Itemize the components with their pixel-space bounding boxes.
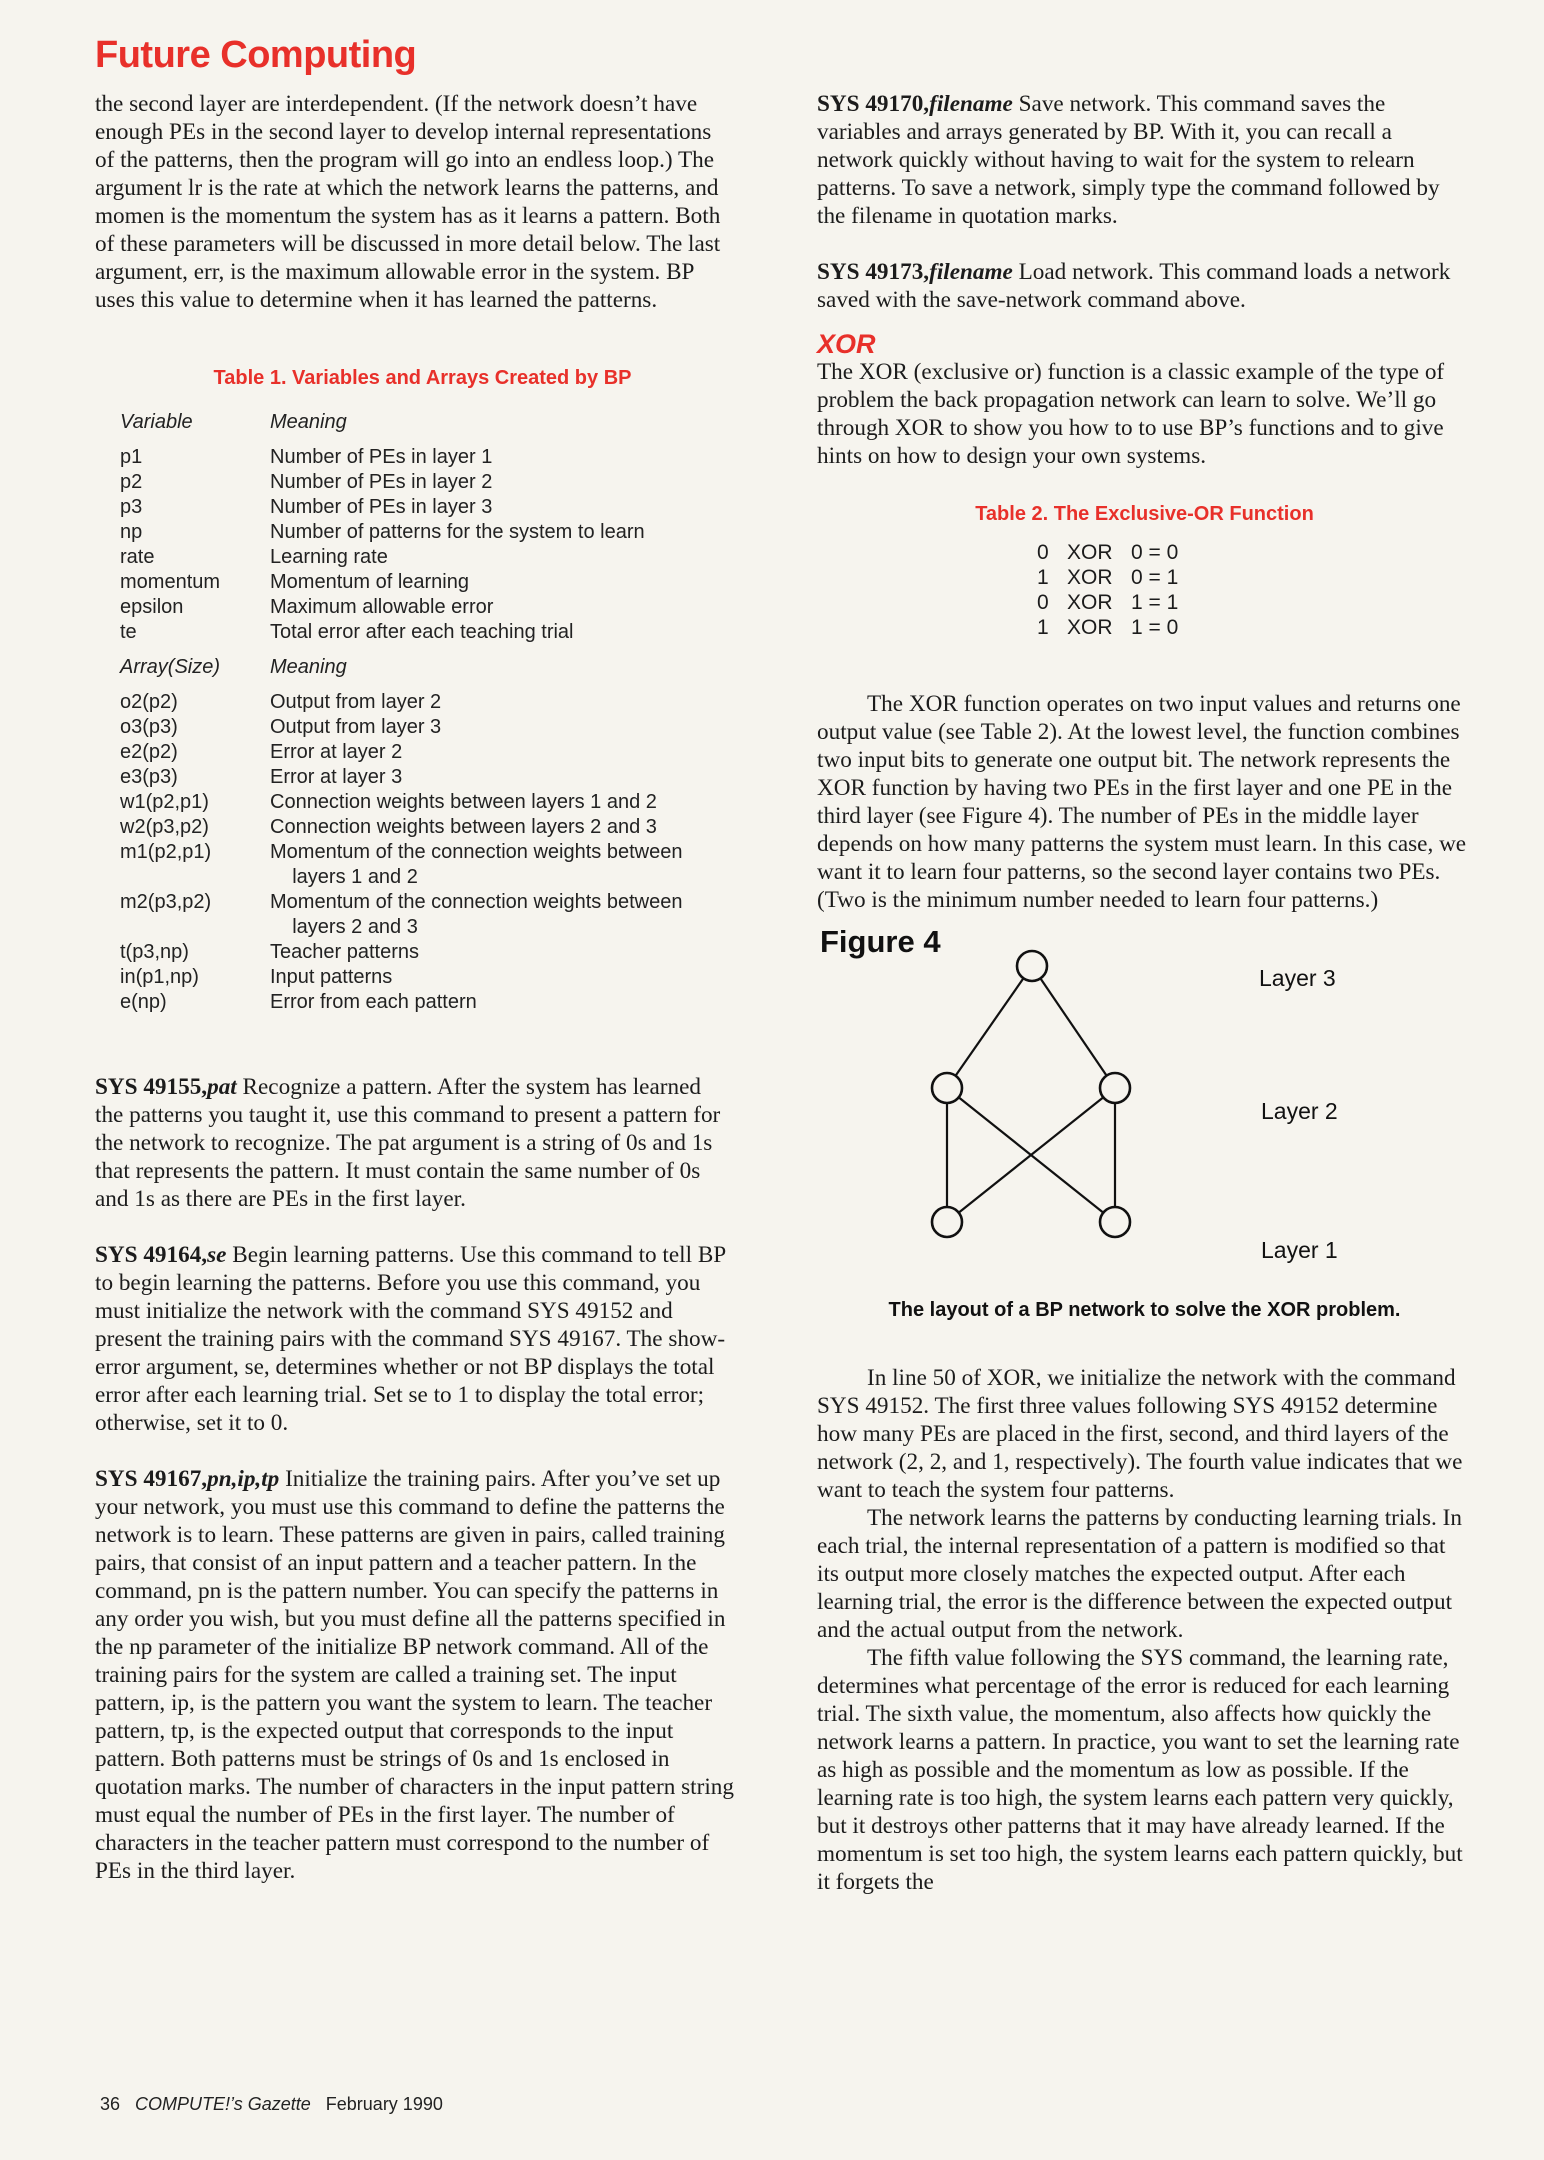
table-cell-meaning: Teacher patterns [270, 941, 419, 963]
node-layer1-b [1100, 1207, 1130, 1237]
table-cell-name: t(p3,np) [120, 941, 189, 963]
table-cell-meaning: Maximum allowable error [270, 596, 494, 618]
edge-l3-l2a [947, 966, 1032, 1088]
variable-row [120, 620, 725, 645]
table-cell-name: p2 [120, 471, 143, 493]
array-row [120, 940, 725, 965]
table-1-body [120, 410, 725, 1015]
header-array: Array(Size) [120, 656, 221, 678]
table-cell-meaning: Connection weights between layers 2 and 3 [270, 816, 657, 838]
xor-heading: XOR [817, 329, 876, 359]
xor-cell: 0 = 0 [1131, 541, 1179, 564]
table-cell-meaning: layers 1 and 2 [270, 866, 418, 888]
table-cell-meaning: Momentum of the connection weights between [270, 841, 683, 863]
array-row [120, 715, 725, 740]
figure-title: Figure 4 [820, 924, 941, 959]
layer-3-label: Layer 3 [1259, 965, 1336, 991]
node-layer2-a [932, 1073, 962, 1103]
sys-49167-paragraph [95, 1465, 735, 1885]
xor-cell: 0 = 1 [1131, 566, 1179, 589]
figure-4 [817, 924, 1472, 1288]
table-cell-meaning: Connection weights between layers 1 and 2 [270, 791, 657, 813]
xor-row [1037, 615, 1472, 640]
command-arg: pn,ip,tp [207, 1466, 280, 1492]
command-arg: pat [207, 1074, 237, 1100]
xor-intro-paragraph: The XOR (exclusive or) function is a classic example of the type of problem the back propagation network can learn to solve. We’ll go through XOR to show you how to to use BP’s functions and to give hints on how to design your own systems. [817, 359, 1445, 469]
section-header: Future Computing [95, 34, 417, 76]
command-name: SYS 49170, [817, 91, 930, 117]
table-cell-name: in(p1,np) [120, 966, 199, 988]
page-number: 36 [100, 2094, 121, 2114]
table-cell-meaning: Number of PEs in layer 2 [270, 471, 493, 493]
table-cell-name: epsilon [120, 596, 184, 618]
xor-cell: XOR [1067, 616, 1113, 639]
xor-row [1037, 565, 1472, 590]
table-cell-meaning: Number of PEs in layer 1 [270, 446, 493, 468]
xor-truth-table [817, 540, 1472, 640]
table-2 [817, 500, 1472, 640]
array-row [120, 690, 725, 715]
table-cell-name: momentum [120, 571, 221, 593]
node-layer1-a [932, 1207, 962, 1237]
command-arg: filename [929, 259, 1013, 285]
table-cell-name: m2(p3,p2) [120, 891, 212, 913]
array-row [120, 740, 725, 765]
command-name: SYS 49167, [95, 1466, 208, 1492]
array-row [120, 840, 725, 865]
table-cell-name: e3(p3) [120, 766, 178, 788]
command-desc: Initialize the training pairs. After you’ve set up your network, you must use this command to define the patterns the network is to learn. These patterns are given in pairs, called training pairs, that consist of an input pattern and a teacher pattern. In the command, pn is the pattern number. You can specify the patterns in any order you wish, but you must define all the patterns specified in the np parameter of the initialize BP network command. All of the training pairs for the system are called a training set. The input pattern, ip, is the pattern you want the system to learn. The teacher pattern, tp, is the expected output that corresponds to the input pattern. Both patterns must be strings of 0s and 1s enclosed in quotation marks. The number of characters in the input pattern string must equal the number of PEs in the first layer. The number of characters in the teacher pattern must correspond to the number of PEs in the third layer. [95, 1466, 734, 1884]
line-50-paragraph: In line 50 of XOR, we initialize the network with the command SYS 49152. The first three values following SYS 49152 determine how many PEs are placed in the first, second, and third layers of the network (2, 2, and 1, respectively). The fourth value indicates that we want to teach the system four patterns. [817, 1365, 1463, 1503]
issue-date: February 1990 [325, 2094, 443, 2114]
table-cell-meaning: Number of patterns for the system to learn [270, 521, 645, 543]
variable-row [120, 545, 725, 570]
sys-49155-paragraph [95, 1073, 735, 1213]
table-2-title: Table 2. The Exclusive-OR Function [975, 503, 1314, 525]
table-cell-name [120, 915, 270, 940]
table-cell-meaning: Total error after each teaching trial [270, 621, 574, 643]
sys-49170-paragraph [817, 90, 1472, 230]
sys-49164-paragraph [95, 1241, 735, 1437]
table-cell-meaning: Output from layer 3 [270, 716, 442, 738]
variable-row [120, 570, 725, 595]
xor-cell: XOR [1067, 566, 1113, 589]
array-row [120, 815, 725, 840]
node-layer3 [1017, 951, 1047, 981]
layer-1-label: Layer 1 [1261, 1237, 1338, 1263]
sys-49173-paragraph [817, 258, 1472, 314]
header-meaning-2: Meaning [270, 656, 347, 678]
array-row [120, 790, 725, 815]
page-footer [100, 2094, 443, 2115]
table-cell-name: m1(p2,p1) [120, 841, 212, 863]
magazine-name: COMPUTE!’s Gazette [135, 2094, 311, 2114]
xor-cell: 0 [1037, 591, 1049, 614]
variable-row [120, 520, 725, 545]
layer-2-label: Layer 2 [1261, 1098, 1338, 1124]
table-cell-meaning: Error at layer 2 [270, 741, 403, 763]
table-cell-name: p3 [120, 496, 143, 518]
header-variable: Variable [120, 411, 193, 433]
table-cell-name: np [120, 521, 143, 543]
xor-cell: 0 [1037, 541, 1049, 564]
xor-function-paragraph: The XOR function operates on two input values and returns one output value (see Table 2). At the lowest level, the function combines two input bits to generate one output bit. The network represents the XOR function by having two PEs in the first layer and one PE in the third layer (see Figure 4). The number of PEs in the middle layer depends on how many patterns the system must learn. In this case, we want it to learn four patterns, so the second layer contains two PEs. (Two is the minimum number needed to learn four patterns.) [817, 691, 1467, 913]
command-name: SYS 49155, [95, 1074, 208, 1100]
table-1-title: Table 1. Variables and Arrays Created by BP [213, 367, 632, 389]
xor-cell: 1 = 0 [1131, 616, 1179, 639]
table-cell-meaning: Momentum of learning [270, 571, 469, 593]
table-cell-meaning: Error from each pattern [270, 991, 477, 1013]
table-cell-meaning: Output from layer 2 [270, 691, 442, 713]
command-name: SYS 49164, [95, 1242, 208, 1268]
command-desc: Save network. This command saves the variables and arrays generated by BP. With it, you can recall a network quickly without having to wait for the system to relearn patterns. To save a network, simply type the command followed by the filename in quotation marks. [817, 91, 1440, 229]
table-1-array-header [120, 655, 725, 680]
xor-cell: 1 = 1 [1131, 591, 1179, 614]
table-cell-name: w1(p2,p1) [120, 791, 209, 813]
figure-caption: The layout of a BP network to solve the XOR problem. [888, 1299, 1401, 1321]
table-cell-meaning: Input patterns [270, 966, 393, 988]
xor-row [1037, 540, 1472, 565]
variable-row [120, 595, 725, 620]
header-meaning: Meaning [270, 411, 347, 433]
command-desc: Begin learning patterns. Use this command to tell BP to begin learning the patterns. Before you use this command, you must initialize the network with the command SYS 49152 and present the training pairs with the command SYS 49167. The show-error argument, se, determines whether or not BP displays the total error after each learning trial. Set se to 1 to display the total error; otherwise, set it to 0. [95, 1242, 726, 1436]
table-cell-meaning: Error at layer 3 [270, 766, 403, 788]
table-cell-name: o3(p3) [120, 716, 178, 738]
command-arg: filename [929, 91, 1013, 117]
array-rows [120, 690, 725, 1015]
table-1 [95, 364, 735, 1015]
array-row [120, 990, 725, 1015]
array-row [120, 865, 725, 890]
command-desc: Load network. This command loads a network saved with the save-network command above. [817, 259, 1451, 313]
array-row [120, 965, 725, 990]
array-row [120, 915, 725, 940]
variable-row [120, 470, 725, 495]
table-cell-name: p1 [120, 446, 143, 468]
table-cell-name: te [120, 621, 137, 643]
learning-trials-paragraph: The network learns the patterns by conducting learning trials. In each trial, the internal representation of a pattern is modified so that its output more closely matches the expected output. After each learning trial, the error is the difference between the expected output and the actual output from the network. [817, 1505, 1462, 1643]
command-arg: se [207, 1242, 227, 1268]
variable-row [120, 445, 725, 470]
table-cell-name: e(np) [120, 991, 167, 1013]
table-cell-meaning: Momentum of the connection weights between [270, 891, 683, 913]
node-layer2-b [1100, 1073, 1130, 1103]
xor-cell: 1 [1037, 566, 1049, 589]
array-row [120, 890, 725, 915]
variable-rows [120, 445, 725, 645]
table-cell-name [120, 865, 270, 890]
table-1-variable-header [120, 410, 725, 435]
command-name: SYS 49173, [817, 259, 930, 285]
table-cell-meaning: Number of PEs in layer 3 [270, 496, 493, 518]
table-cell-meaning: layers 2 and 3 [270, 916, 418, 938]
table-cell-name: e2(p2) [120, 741, 178, 763]
fifth-value-paragraph: The fifth value following the SYS command, the learning rate, determines what percentage of the error is reduced for each learning trial. The sixth value, the momentum, also affects how quickly the network learns a pattern. In practice, you want to set the learning rate as high as possible and the momentum as low as possible. If the learning rate is too high, the system learns each pattern very quickly, but it destroys other patterns that it may have already learned. If the momentum is set too high, the system learns each pattern quickly, but it forgets the [817, 1645, 1463, 1895]
table-cell-meaning: Learning rate [270, 546, 388, 568]
left-column [95, 90, 735, 1885]
xor-cell: XOR [1067, 541, 1113, 564]
edge-l3-l2b [1032, 966, 1115, 1088]
network-diagram [817, 924, 1472, 1258]
table-cell-name: w2(p3,p2) [120, 816, 209, 838]
array-row [120, 765, 725, 790]
xor-cell: 1 [1037, 616, 1049, 639]
variable-row [120, 495, 725, 520]
table-cell-name: o2(p2) [120, 691, 178, 713]
right-column [817, 90, 1472, 1896]
command-desc: Recognize a pattern. After the system has learned the patterns you taught it, use this command to present a pattern for the network to recognize. The pat argument is a string of 0s and 1s that represents the pattern. It must contain the same number of 0s and 1s as there are PEs in the first layer. [95, 1074, 721, 1212]
table-cell-name: rate [120, 546, 155, 568]
intro-paragraph: the second layer are interdependent. (If the network doesn’t have enough PEs in the second layer to develop internal representations of the patterns, then the program will go into an endless loop.) The argument lr is the rate at which the network learns the patterns, and momen is the momentum the system has as it learns a pattern. Both of these parameters will be discussed in more detail below. The last argument, err, is the maximum allowable error in the system. BP uses this value to determine when it has learned the patterns. [95, 91, 721, 313]
xor-cell: XOR [1067, 591, 1113, 614]
xor-row [1037, 590, 1472, 615]
